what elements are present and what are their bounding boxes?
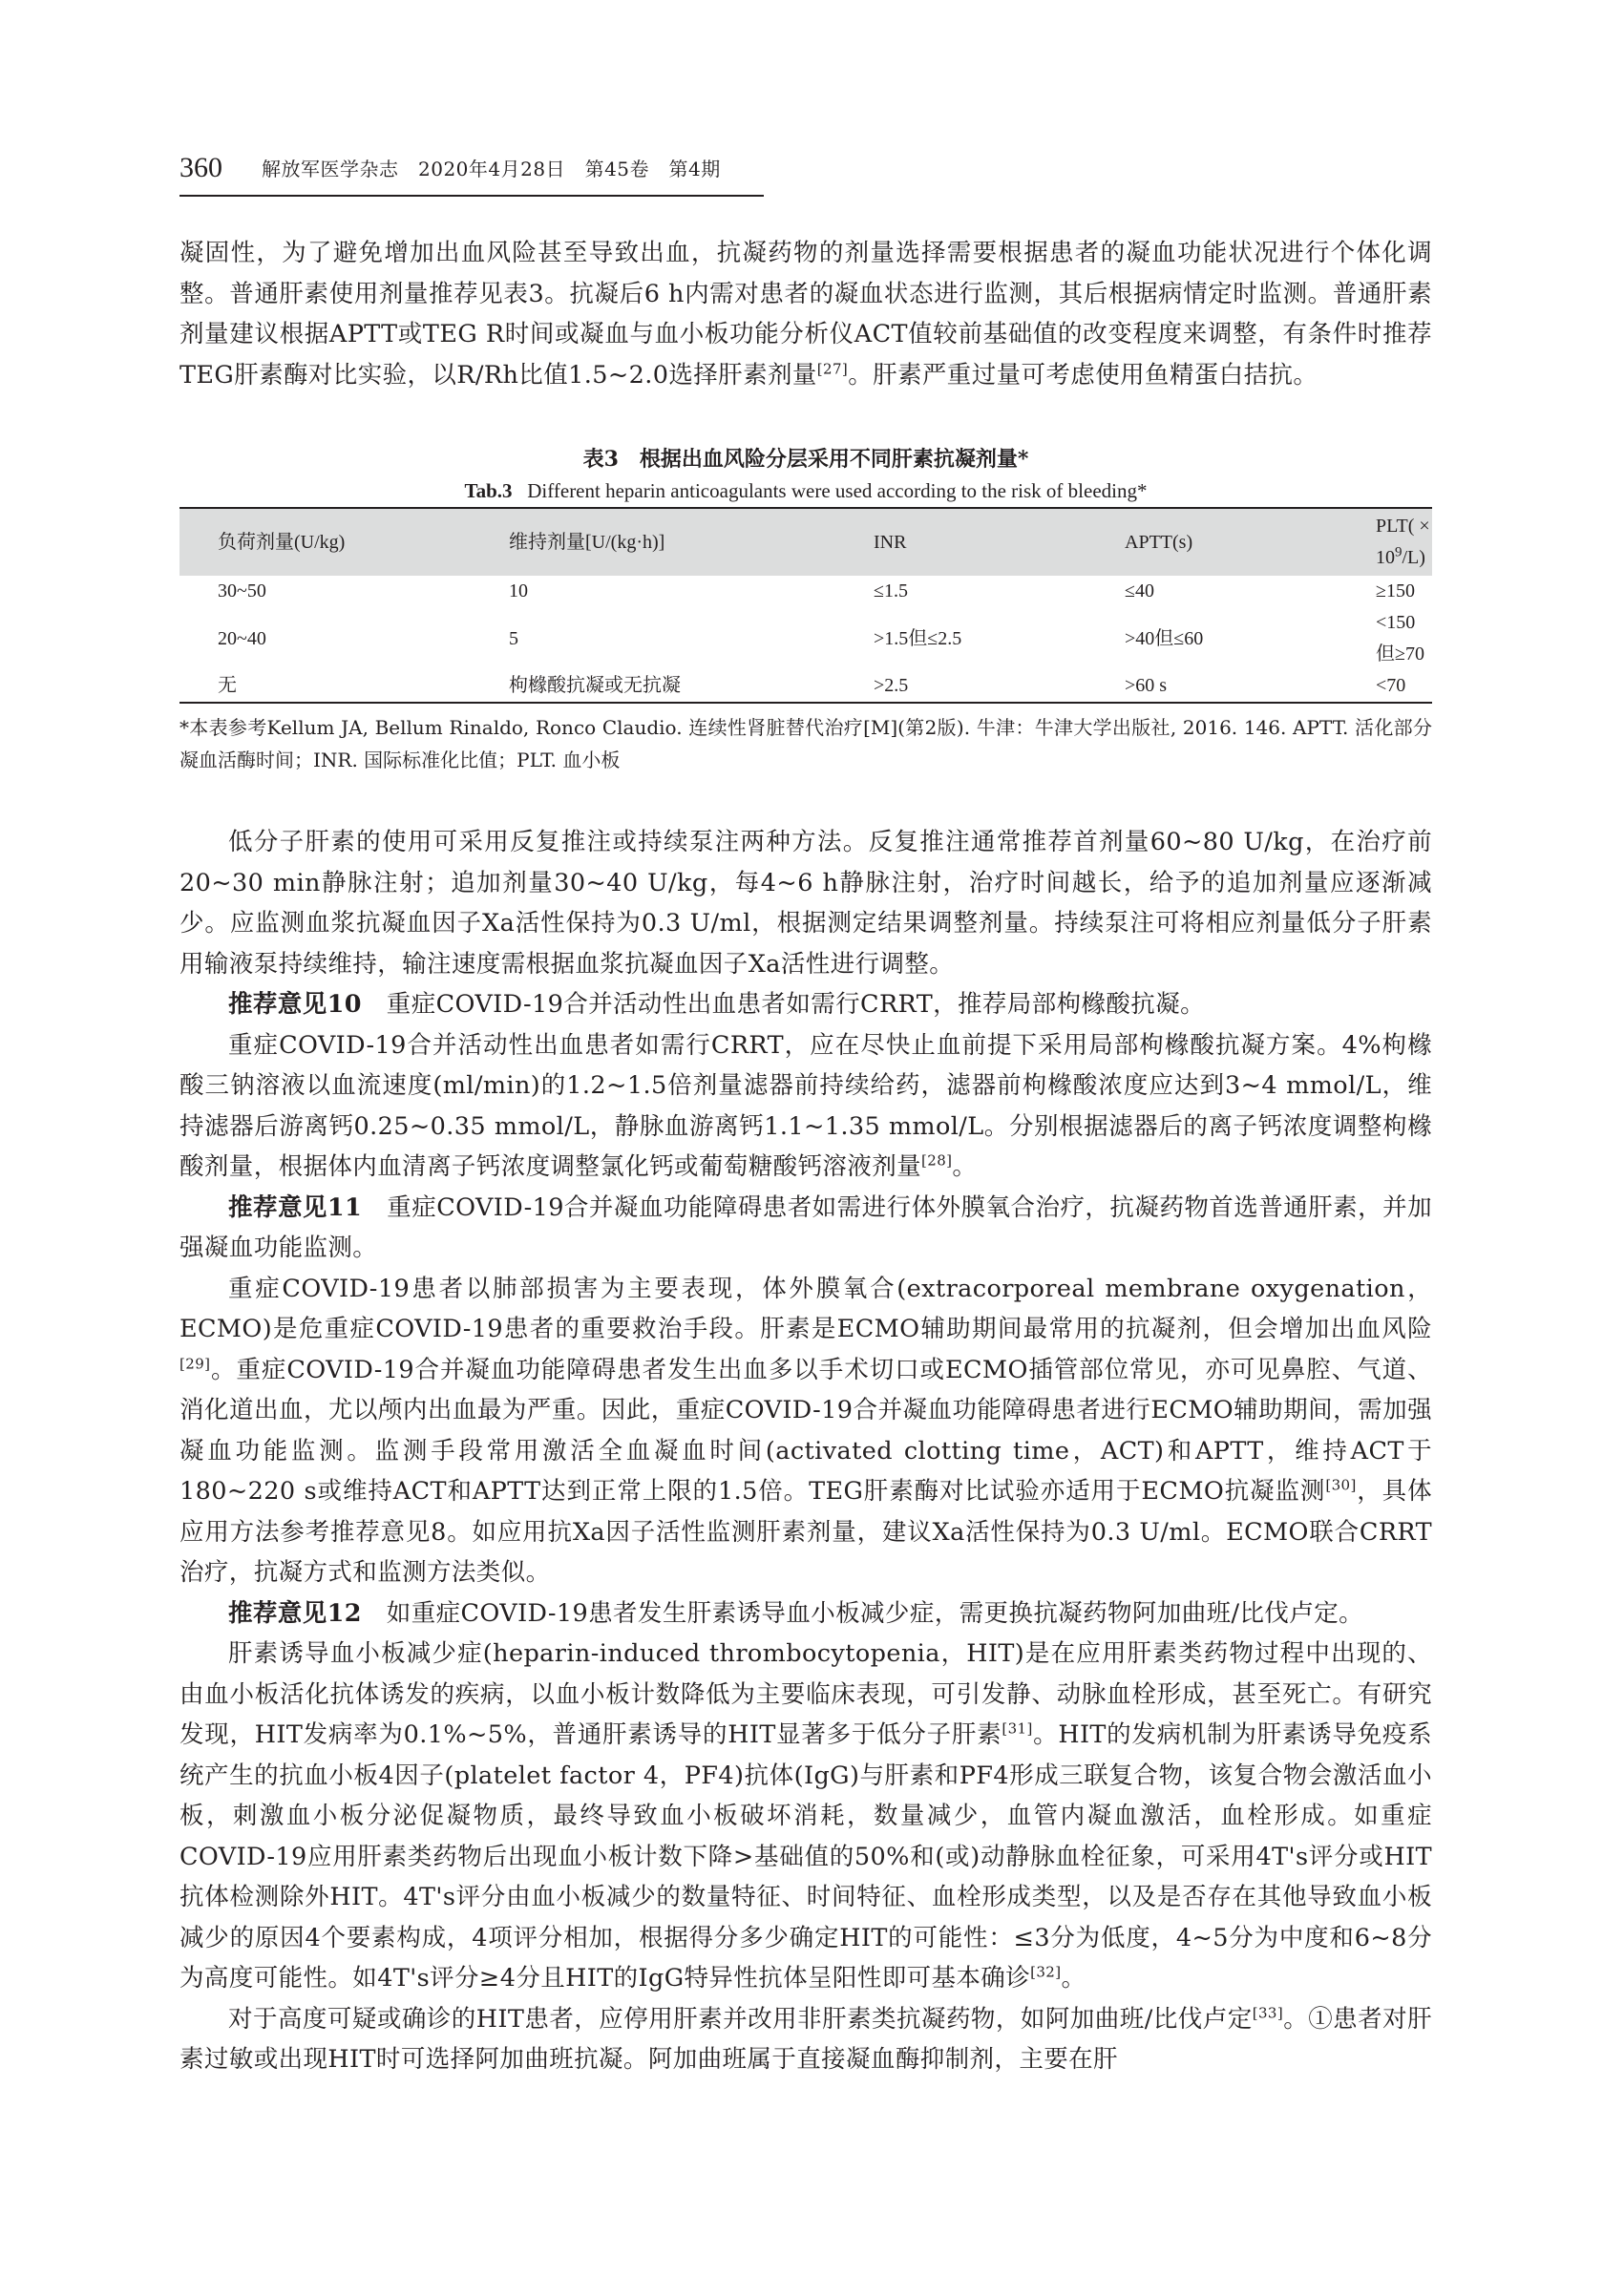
header-plt-a: PLT( × 10: [1376, 516, 1430, 568]
citation-31[interactable]: [31]: [1002, 1719, 1033, 1738]
cell-plt: <70: [1376, 675, 1406, 696]
table-3: [179, 443, 1432, 776]
header-plt-sup: 9: [1395, 544, 1403, 560]
dosage-table: [179, 507, 1432, 704]
paragraph-hit-treatment-a: 对于高度可疑或确诊的HIT患者，应停用肝素并改用非肝素类抗凝药物，如阿加曲班/比伐卢定: [228, 2004, 1253, 2034]
cell-maintenance-dose: 10: [509, 580, 528, 601]
paragraph-hit-treatment: [179, 1999, 1432, 2080]
cell-maintenance-dose: 5: [509, 627, 518, 649]
cell-loading-dose: 30~50: [218, 580, 266, 601]
intro-text-b: 。肝素严重过量可考虑使用鱼精蛋白拮抗。: [848, 360, 1318, 390]
header-plt-b: /L): [1402, 547, 1425, 568]
citation-30[interactable]: [30]: [1325, 1476, 1357, 1494]
recommendation-12-label: 推荐意见12: [228, 1598, 362, 1628]
recommendation-10-label: 推荐意见10: [228, 990, 362, 1019]
intro-paragraph: [179, 233, 1432, 395]
paragraph-hit: [179, 1634, 1432, 1999]
recommendation-12-text: 如重症COVID-19患者发生肝素诱导血小板减少症，需更换抗凝药物阿加曲班/比伐卢定。: [361, 1598, 1364, 1628]
recommendation-11-text: 重症COVID-19合并凝血功能障碍患者如需进行体外膜氧合治疗，抗凝药物首选普通肝素，并加强凝血功能监测。: [179, 1192, 1433, 1262]
table-row: [179, 576, 1432, 607]
paragraph-lmwh: 低分子肝素的使用可采用反复推注或持续泵注两种方法。反复推注通常推荐首剂量60~80 U/kg，在治疗前20~30 min静脉注射；追加剂量30~40 U/kg，每4~6 h静脉注射，治疗时间越长，给予的追加剂量应逐渐减少。应监测血浆抗凝血因子Xa活性保持为0.3 U/ml，根据测定结果调整剂量。持续泵注可将相应剂量低分子肝素用输液泵持续维持，输注速度需根据血浆抗凝血因子Xa活性进行调整。: [179, 828, 1432, 979]
table-row: [179, 607, 1432, 670]
cell-inr: ≤1.5: [874, 580, 908, 601]
paragraph-hit-c: 。: [1061, 1964, 1086, 1993]
paragraph-ecmo-a: 重症COVID-19患者以肺部损害为主要表现，体外膜氧合(extracorporeal membrane oxygenation，ECMO)是危重症COVID-19患者的重要救治手段。肝素是ECMO辅助期间最常用的抗凝剂，但会增加出血风险: [179, 1274, 1432, 1343]
cell-loading-dose: 20~40: [218, 627, 266, 649]
cell-maintenance-dose: 枸橼酸抗凝或无抗凝: [509, 675, 681, 696]
recommendation-11: [179, 1188, 1432, 1269]
citation-29[interactable]: [29]: [179, 1355, 211, 1372]
cell-aptt: ≤40: [1125, 580, 1154, 601]
header-plt: [1338, 508, 1432, 576]
citation-32[interactable]: [32]: [1030, 1963, 1062, 1981]
cell-aptt: >60 s: [1125, 675, 1168, 696]
table-header-row: [179, 508, 1432, 576]
citation-27[interactable]: [27]: [816, 360, 849, 377]
table-title-en: [179, 476, 1432, 505]
paragraph-hit-treatment-b: 。①患者对肝素过敏或出现HIT时可选择阿加曲班抗凝。阿加曲班属于直接凝血酶抑制剂，主要在肝: [179, 2004, 1432, 2074]
paragraph-citrate-b: 。: [952, 1152, 978, 1181]
paragraph-ecmo: [179, 1269, 1432, 1593]
citation-33[interactable]: [33]: [1252, 2004, 1284, 2021]
journal-info: 解放军医学杂志 2020年4月28日 第45卷 第4期: [262, 158, 721, 180]
recommendation-11-label: 推荐意见11: [228, 1192, 363, 1222]
paragraph-ecmo-b: 。重症COVID-19合并凝血功能障碍患者发生出血多以手术切口或ECMO插管部位常见，亦可见鼻腔、气道、消化道出血，尤以颅内出血最为严重。因此，重症COVID-19合并凝血功能障碍患者进行ECMO辅助期间，需加强凝血功能监测。监测手段常用激活全血凝血时间(activated clotting time，ACT)和APTT，维持ACT于180~220 s或维持ACT和APTT达到正常上限的1.5倍。TEG肝素酶对比试验亦适用于ECMO抗凝监测: [179, 1355, 1432, 1506]
header-aptt: APTT(s): [1125, 531, 1193, 553]
paragraph-hit-a: 肝素诱导血小板减少症(heparin-induced thrombocytopenia，HIT)是在应用肝素类药物过程中出现的、由血小板活化抗体诱发的疾病，以血小板计数降低为主要临床表现，可引发静、动脉血栓形成，甚至死亡。有研究发现，HIT发病率为0.1%~5%，普通肝素诱导的HIT显著多于低分子肝素: [179, 1639, 1432, 1749]
header-inr: INR: [874, 531, 907, 553]
cell-inr: >1.5但≤2.5: [874, 627, 962, 649]
cell-plt: <150但≥70: [1376, 612, 1424, 664]
paragraph-hit-b: 。HIT的发病机制为肝素诱导免疫系统产生的抗血小板4因子(platelet factor 4，PF4)抗体(IgG)与肝素和PF4形成三联复合物，该复合物会激活血小板，刺激血小板分泌促凝物质，最终导致血小板破坏消耗，数量减少，血管内凝血激活，血栓形成。如重症COVID-19应用肝素类药物后出现血小板计数下降>基础值的50%和(或)动静脉血栓征象，可采用4T's评分或HIT抗体检测除外HIT。4T's评分由血小板减少的数量特征、时间特征、血栓形成类型，以及是否存在其他导致血小板减少的原因4个要素构成，4项评分相加，根据得分多少确定HIT的可能性：≤3分为低度，4~5分为中度和6~8分为高度可能性。如4T's评分≥4分且HIT的IgG特异性抗体呈阳性即可基本确诊: [179, 1720, 1433, 1993]
table-title-cn-text: 表3 根据出血风险分层采用不同肝素抗凝剂量*: [582, 447, 1029, 472]
paragraph-citrate: [179, 1025, 1432, 1188]
table-row: [179, 670, 1432, 703]
cell-plt: ≥150: [1376, 580, 1415, 601]
paragraph-ecmo-c: ，具体应用方法参考推荐意见8。如应用抗Xa因子活性监测肝素剂量，建议Xa活性保持为0.3 U/ml。ECMO联合CRRT治疗，抗凝方式和监测方法类似。: [179, 1477, 1432, 1587]
article-body: [179, 233, 1432, 2080]
citation-28[interactable]: [28]: [921, 1151, 953, 1170]
table-title-en-text: Different heparin anticoagulants were used according to the risk of bleeding*: [527, 479, 1148, 502]
header-loading-dose: 负荷剂量(U/kg): [218, 531, 346, 553]
cell-loading-dose: 无: [218, 675, 237, 696]
recommendation-10-text: 重症COVID-19合并活动性出血患者如需行CRRT，推荐局部枸橼酸抗凝。: [361, 990, 1206, 1019]
recommendation-10: [179, 984, 1432, 1025]
header-maintenance-dose: 维持剂量[U/(kg·h)]: [509, 531, 665, 553]
intro-text-a: 凝固性，为了避免增加出血风险甚至导致出血，抗凝药物的剂量选择需要根据患者的凝血功能状况进行个体化调整。普通肝素使用剂量推荐见表3。抗凝后6 h内需对患者的凝血状态进行监测，其后根据病情定时监测。普通肝素剂量建议根据APTT或TEG R时间或凝血与血小板功能分析仪ACT值较前基础值的改变程度来调整，有条件时推荐TEG肝素酶对比实验，以R/Rh比值1.5~2.0选择肝素剂量: [179, 239, 1432, 390]
cell-aptt: >40但≤60: [1125, 627, 1204, 649]
cell-inr: >2.5: [874, 675, 909, 696]
running-header: [179, 151, 764, 197]
page-number: 360: [179, 152, 222, 183]
table-footnote: *本表参考Kellum JA, Bellum Rinaldo, Ronco Claudio. 连续性肾脏替代治疗[M](第2版). 牛津：牛津大学出版社, 2016. 146. APTT. 活化部分凝血活酶时间；INR. 国际标准化比值；PLT. 血小板: [179, 716, 1432, 771]
paragraph-citrate-a: 重症COVID-19合并活动性出血患者如需行CRRT，应在尽快止血前提下采用局部枸橼酸抗凝方案。4%枸橼酸三钠溶液以血流速度(ml/min)的1.2~1.5倍剂量滤器前持续给药，滤器前枸橼酸浓度应达到3~4 mmol/L，维持滤器后游离钙0.25~0.35 mmol/L，静脉血游离钙1.1~1.35 mmol/L。分别根据滤器后的离子钙浓度调整枸橼酸剂量，根据体内血清离子钙浓度调整氯化钙或葡萄糖酸钙溶液剂量: [179, 1030, 1432, 1181]
table-title-cn: [179, 443, 1432, 476]
section-body: [179, 822, 1432, 2080]
table-label-en: Tab.3: [464, 479, 513, 502]
recommendation-12: [179, 1593, 1432, 1635]
